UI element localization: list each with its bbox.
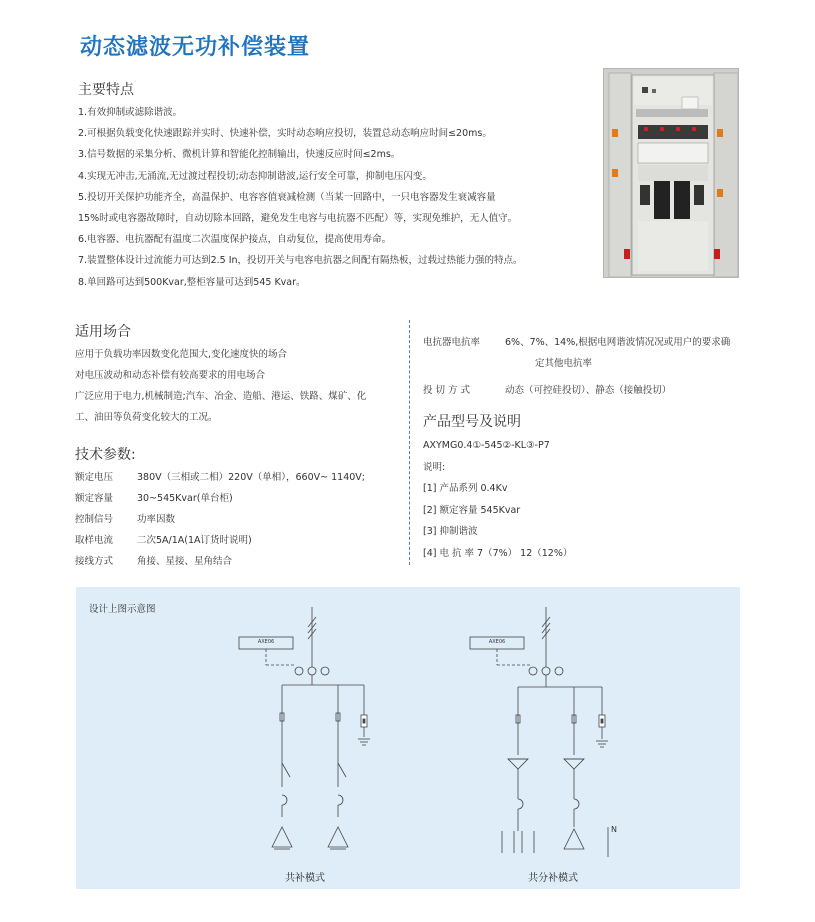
cabinet-photo [603, 68, 739, 278]
feature-item: 5.投切开关保护功能齐全，高温保护、电容容值衰减检测（当某一回路中，一只电容器发生衰减容量 [78, 191, 496, 203]
param-key [423, 353, 505, 374]
tech-value: 二次5A/1A(1A订货时说明) [137, 535, 252, 546]
model-item: [4] 电 抗 率 7（7%） 12（12%） [423, 547, 573, 559]
controller-label: AXE06 [488, 639, 506, 645]
param-row [423, 332, 743, 353]
controller-label: AXE06 [257, 639, 275, 645]
features-heading: 主要特点 [78, 82, 134, 98]
feature-item: 1.有效抑制或滤除谐波。 [78, 107, 183, 118]
tech-key: 控制信号 [75, 514, 114, 525]
usage-line: 应用于负载功率因数变化范围大,变化速度快的场合 [75, 349, 288, 360]
param-value: 动态（可控硅投切）、静态（接触投切） [505, 385, 672, 396]
usage-line: 对电压波动和动态补偿有较高要求的用电场合 [75, 370, 266, 381]
tech-row [75, 509, 365, 530]
neutral-label: N [611, 825, 617, 834]
param-key: 电抗器电抗率 [423, 337, 481, 348]
feature-item: 8.单回路可达到500Kvar,整柜容量可达到545 Kvar。 [78, 276, 306, 288]
feature-item: 4.实现无冲击,无涌流,无过渡过程投切;动态抑制谐波,运行安全可靠，抑制电压闪变。 [78, 170, 432, 182]
feature-item: 2.可根据负载变化快速跟踪并实时、快速补偿，实时动态响应投切，装置总动态响应时间≤20ms。 [78, 128, 492, 140]
tech-value: 30~545Kvar(单台柜) [137, 493, 233, 504]
model-item: [1] 产品系列 0.4Kv [423, 483, 508, 494]
tech-table [75, 467, 365, 572]
model-info [423, 435, 572, 564]
usage-line: 工、油田等负荷变化较大的工况。 [75, 412, 218, 423]
tech-row [75, 488, 365, 509]
tech-value: 380V（三相或二相）220V（单相），660V~ 1140V; [137, 472, 366, 483]
param-value: 6%、7%、14%,根据电网谐波情况况或用户的要求确 [505, 337, 731, 348]
caption-common: 共补模式 [285, 873, 325, 884]
usage-heading: 适用场合 [75, 324, 131, 340]
tech-value: 角接、星接、星角结合 [137, 556, 233, 567]
tech-row [75, 530, 365, 551]
feature-item: 7.装置整体设计过流能力可达到2.5 In，投切开关与电容电抗器之间配有隔热板，过载过热能力强的特点。 [78, 255, 523, 267]
diagram-panel [76, 587, 740, 889]
right-params [423, 332, 743, 401]
param-row [423, 380, 743, 401]
tech-key: 接线方式 [75, 556, 114, 567]
diagram-title: 设计上图示意图 [89, 604, 156, 615]
usage-line: 广泛应用于电力,机械制造;汽车、冶金、造船、港运、铁路、煤矿、化 [75, 391, 367, 402]
model-desc-label: 说明: [423, 461, 446, 473]
tech-key: 额定容量 [75, 493, 114, 504]
tech-row [75, 467, 365, 488]
features-list [78, 102, 588, 293]
feature-item: 6.电容器、电抗器配有温度二次温度保护接点，自动复位，提高使用寿命。 [78, 234, 392, 246]
feature-item: 15%时或电容器故障时，自动切除本回路，避免发生电容与电抗器不匹配）等，实现免维护，无人值守。 [78, 213, 518, 225]
feature-item: 3.信号数据的采集分析、微机计算和智能化控制输出，快速反应时间≤2ms。 [78, 149, 401, 161]
model-item: [3] 抑制谐波 [423, 526, 478, 537]
caption-common-separate: 共分补模式 [528, 873, 578, 884]
tech-heading: 技术参数: [75, 447, 136, 463]
circuit-diagram [76, 587, 740, 889]
tech-key: 取样电流 [75, 535, 114, 546]
tech-row [75, 551, 365, 572]
param-row [423, 353, 743, 374]
usage-list [75, 344, 405, 428]
tech-value: 功率因数 [137, 514, 176, 525]
model-item: [2] 额定容量 545Kvar [423, 504, 521, 516]
param-value: 定其他电抗率 [535, 358, 593, 369]
model-code: AXYMG0.4①-545②-KL③-P7 [423, 440, 550, 451]
column-divider [409, 320, 410, 565]
param-key: 投 切 方 式 [423, 385, 471, 396]
tech-key: 额定电压 [75, 472, 114, 483]
model-heading: 产品型号及说明 [423, 414, 521, 430]
page-title: 动态滤波无功补偿装置 [80, 35, 311, 60]
